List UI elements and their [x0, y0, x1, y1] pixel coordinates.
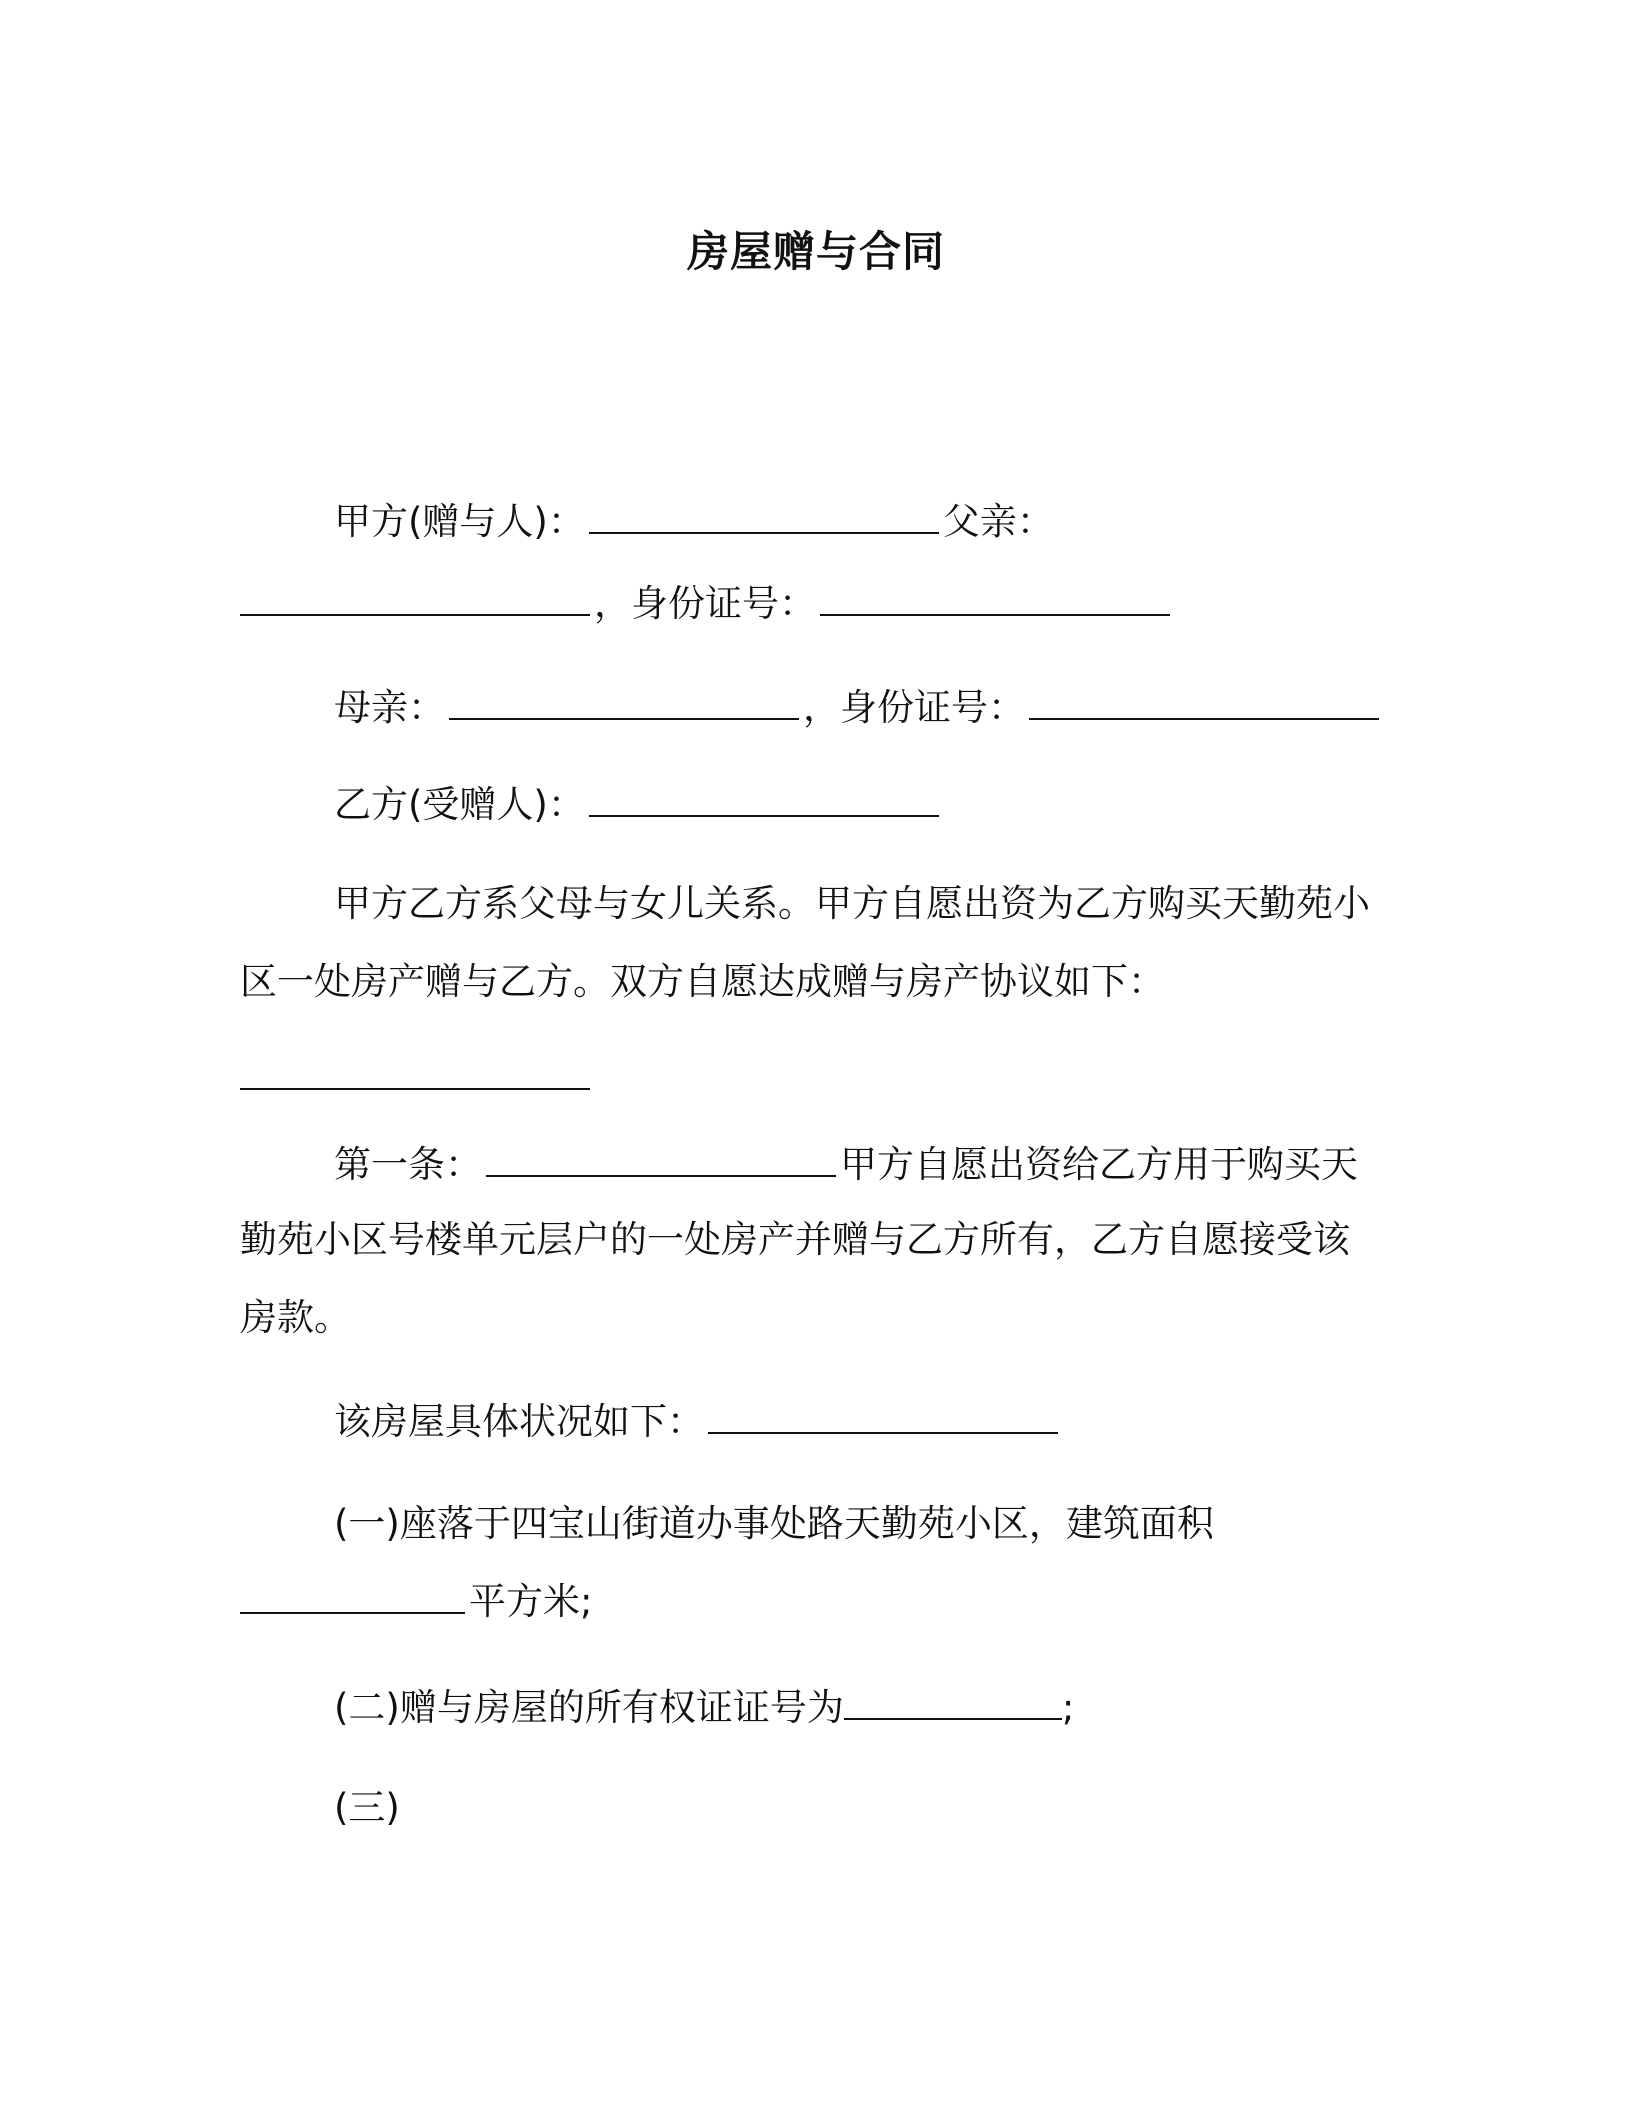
item-two-label: (二)赠与房屋的所有权证证号为 — [334, 1686, 844, 1729]
house-status-label: 该房屋具体状况如下： — [334, 1400, 704, 1443]
item-three-line: (三) — [334, 1786, 400, 1829]
mother-line — [334, 680, 1383, 734]
standalone-blank-line — [240, 1050, 594, 1104]
mother-id-label: ，身份证号： — [803, 686, 1025, 729]
area-unit: 平方米; — [469, 1580, 593, 1623]
house-status-blank[interactable] — [708, 1394, 1058, 1434]
relationship-paragraph-line-1: 甲方乙方系父母与女儿关系。甲方自愿出资为乙方购买天勤苑小 — [334, 882, 1370, 925]
donee-blank[interactable] — [589, 777, 939, 817]
article-one-label: 第一条： — [334, 1143, 482, 1186]
donor-line — [334, 494, 1054, 548]
item-two-end: ; — [1061, 1686, 1075, 1729]
area-blank[interactable] — [240, 1574, 465, 1614]
father-id-line — [240, 576, 1174, 630]
father-id-blank[interactable] — [820, 576, 1170, 616]
item-one-line-1: (一)座落于四宝山街道办事处路天勤苑小区，建筑面积 — [334, 1502, 1214, 1545]
mother-label: 母亲： — [334, 686, 445, 729]
donor-label: 甲方(赠与人)： — [334, 500, 585, 543]
article-one-line-3: 房款。 — [240, 1296, 351, 1339]
relationship-paragraph-line-2: 区一处房产赠与乙方。双方自愿达成赠与房产协议如下： — [240, 960, 1165, 1003]
article-one-line-2: 勤苑小区号楼单元层户的一处房产并赠与乙方所有，乙方自愿接受该 — [240, 1218, 1350, 1261]
document-title: 房屋赠与合同 — [686, 227, 945, 276]
house-status-line — [334, 1394, 1062, 1448]
item-one-line-2 — [240, 1574, 592, 1628]
father-id-label: ，身份证号： — [594, 582, 816, 625]
certificate-number-blank[interactable] — [844, 1680, 1062, 1720]
item-two-line — [334, 1680, 1074, 1734]
article-one-line-1 — [334, 1137, 1358, 1191]
donee-line — [334, 777, 943, 831]
mother-name-blank[interactable] — [449, 680, 799, 720]
article-one-text: 甲方自愿出资给乙方用于购买天 — [840, 1143, 1358, 1186]
donor-blank[interactable] — [589, 494, 939, 534]
standalone-blank[interactable] — [240, 1050, 590, 1090]
father-name-blank[interactable] — [240, 576, 590, 616]
father-label: 父亲： — [942, 500, 1054, 543]
article-one-blank[interactable] — [486, 1137, 836, 1177]
mother-id-blank[interactable] — [1029, 680, 1379, 720]
donee-label: 乙方(受赠人)： — [334, 783, 585, 826]
